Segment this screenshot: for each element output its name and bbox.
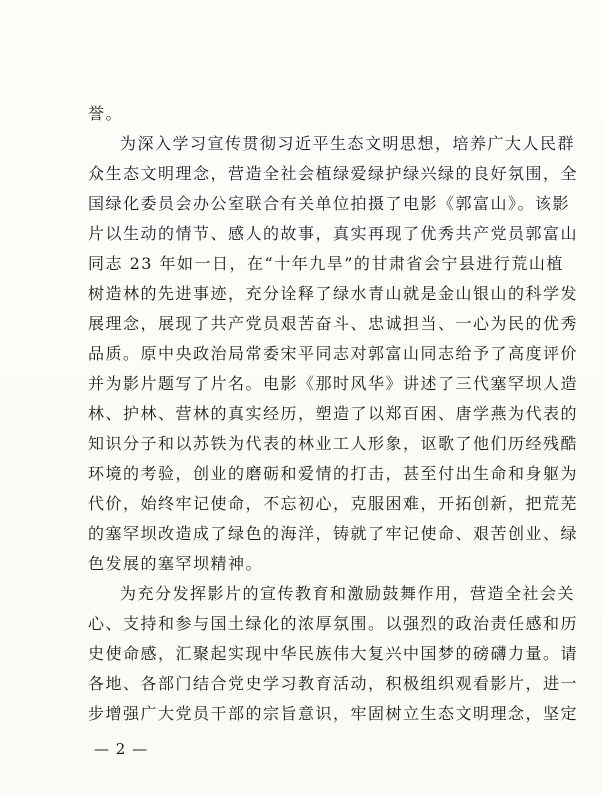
text-line-19: 史使命感，汇聚起实现中华民族伟大复兴中国梦的磅礴力量。请 [88, 644, 579, 663]
text-line-2: 为深入学习宣传贯彻习近平生态文明思想，培养广大人民群 [120, 134, 576, 153]
text-line-17: 为充分发挥影片的宣传教育和激励鼓舞作用，营造全社会关 [120, 584, 576, 603]
text-line-1: 誉。 [88, 104, 124, 123]
text-line-4: 国绿化委员会办公室联合有关单位拍摄了电影《郭富山》。该影 [88, 194, 571, 213]
text-line-5: 片以生动的情节、感人的故事，真实再现了优秀共产党员郭富山 [88, 224, 579, 243]
text-line-21: 步增强广大党员干部的宗旨意识，牢固树立生态文明理念，坚定 [88, 704, 579, 723]
text-line-3: 众生态文明理念，营造全社会植绿爱绿护绿兴绿的良好氛围，全 [88, 164, 579, 183]
text-line-20: 各地、各部门结合党史学习教育活动，积极组织观看影片，进一 [88, 674, 579, 693]
text-line-11: 林、护林、营林的真实经历，塑造了以郑百困、唐学燕为代表的 [88, 404, 579, 423]
text-line-12: 知识分子和以苏铁为代表的林业工人形象，讴歌了他们历经残酷 [88, 434, 579, 453]
text-line-18: 心、支持和参与国土绿化的浓厚氛围。以强烈的政治责任感和历 [88, 614, 579, 633]
text-line-13: 环境的考验，创业的磨砺和爱情的打击，甚至付出生命和身躯为 [88, 464, 579, 483]
page-number: — 2 — [94, 740, 149, 758]
text-line-8: 展理念，展现了共产党员艰苦奋斗、忠诚担当、一心为民的优秀 [88, 314, 579, 333]
text-line-7: 树造林的先进事迹，充分诠释了绿水青山就是金山银山的科学发 [88, 284, 579, 303]
text-line-14: 代价，始终牢记使命，不忘初心，克服困难，开拓创新，把荒芜 [88, 494, 579, 513]
text-line-15: 的塞罕坝改造成了绿色的海洋，铸就了牢记使命、艰苦创业、绿 [88, 524, 579, 543]
text-line-6: 同志 23 年如一日，在“十年九旱”的甘肃省会宁县进行荒山植 [88, 254, 564, 273]
text-line-16: 色发展的塞罕坝精神。 [88, 554, 264, 573]
text-line-10: 并为影片题写了片名。电影《那时风华》讲述了三代塞罕坝人造 [88, 374, 579, 393]
text-line-9: 品质。原中央政治局常委宋平同志对郭富山同志给予了高度评价 [88, 344, 579, 363]
